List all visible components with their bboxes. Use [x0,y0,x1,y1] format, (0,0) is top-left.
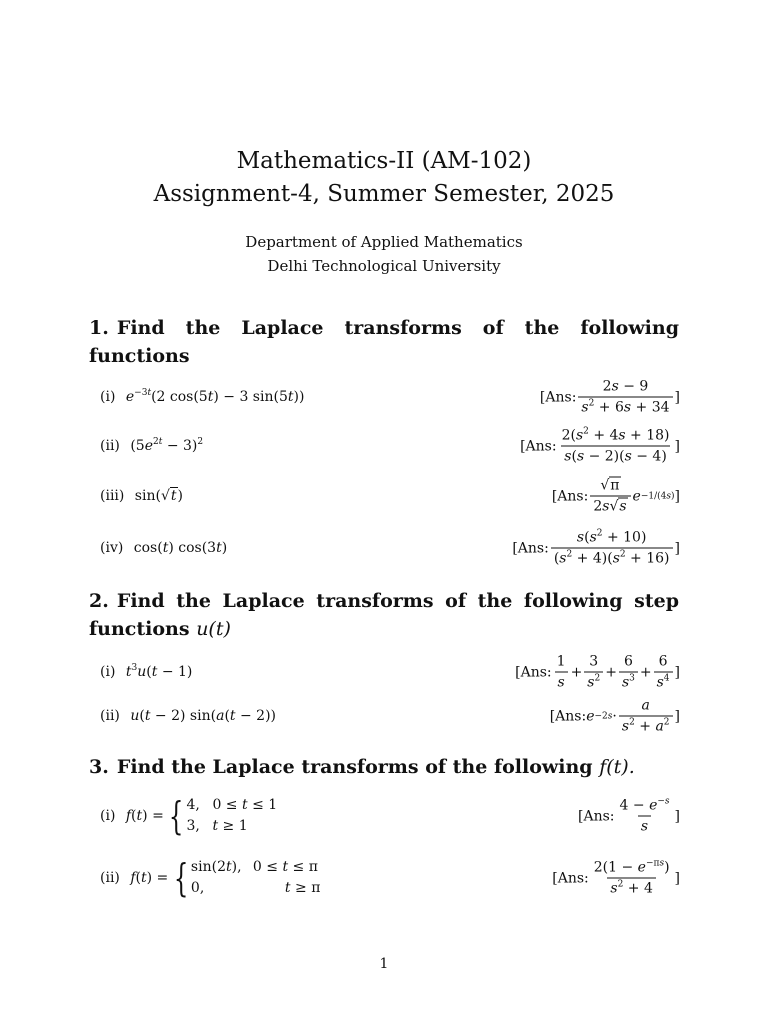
university-name: Delhi Technological University [267,257,501,275]
page-number: 1 [379,956,389,972]
problem-question: (iv) cos(t) cos(3t) [100,540,228,556]
problem-row [100,375,680,419]
problem-label: (iii) [100,488,125,504]
section-heading-text: Find the Laplace transforms of the following functions [89,317,679,367]
problem-question: (iii) sin(√t) [100,488,183,504]
problem-label: (iv) [100,540,124,556]
problem-question: (i) $e^{-3t}(2$ cos(5t) − 3 sin(5t)) [100,388,305,405]
section-number: 2. [89,590,109,612]
problem-question: (ii) $(5e^{2t} - 3)^2$ [100,437,204,454]
department-name: Department of Applied Mathematics [245,233,523,251]
problem-label: (ii) [100,870,120,886]
problem-row [100,424,680,468]
problem-question: (ii) f(t) = { sin(2t), 0 ≤ t ≤ π 0, t ≥ π [100,856,321,900]
problem-row [100,694,680,738]
problem-label: (i) [100,389,116,405]
section-number: 1. [89,317,109,339]
problem-answer: [Ans: $\frac{4 - e^{-s}}{s}$ ] [578,796,680,835]
document-title: Mathematics-II (AM-102) [236,148,532,174]
section-heading-text: Find the Laplace transforms of the following step functions [89,590,679,640]
problem-answer: [Ans: $\frac{2(1 - e^{-\pi s})}{s^2 + 4}$ ] [552,858,680,897]
section-1-heading [89,314,679,370]
section-heading-math: f(t). [599,756,635,778]
problem-label: (ii) [100,708,120,724]
section-heading-text: Find the Laplace transforms of the following [116,756,593,778]
problem-row [100,650,680,694]
problem-answer: [Ans: $\frac{2(s^2 + 4s + 18)}{s(s - 2)(s - 4)}$ ] [520,426,680,465]
section-heading-math: u(t) [196,618,231,640]
problem-label: (i) [100,808,116,824]
problem-answer: [Ans: $\frac{√\pi}{2s√s}$ e −1/(4s) ] [551,477,680,515]
section-number: 3. [89,756,109,778]
problem-question: (i) $t^3u(t - 1)$ [100,663,193,680]
problem-row [100,856,680,900]
problem-row [100,474,680,518]
problem-row [100,526,680,570]
problem-row [100,794,680,838]
problem-answer: [Ans: $\frac{1}{s}$ + $\frac{3}{s^2}$ + $\frac{6}{s^3}$ + $\frac{6}{s^4}$ ] [515,653,680,691]
problem-question: (i) f(t) = { 4, 0 ≤ t ≤ 1 3, t ≥ 1 [100,794,278,838]
section-2-heading [89,587,679,643]
problem-answer: [Ans: e −2s · $\frac{a}{s^2 + a^2}$ ] [549,697,680,735]
problem-label: (i) [100,664,116,680]
section-3-heading [89,753,679,781]
document-subtitle: Assignment-4, Summer Semester, 2025 [153,181,615,207]
problem-answer: [Ans: $\frac{2s - 9}{s^2 + 6s + 34}$ ] [539,378,680,416]
problem-question: (ii) u(t − 2) sin(a(t − 2)) [100,708,277,724]
problem-answer: [Ans: $\frac{s(s^2 + 10)}{(s^2 + 4)(s^2 + 16)}$ ] [512,528,680,567]
problem-label: (ii) [100,438,120,454]
